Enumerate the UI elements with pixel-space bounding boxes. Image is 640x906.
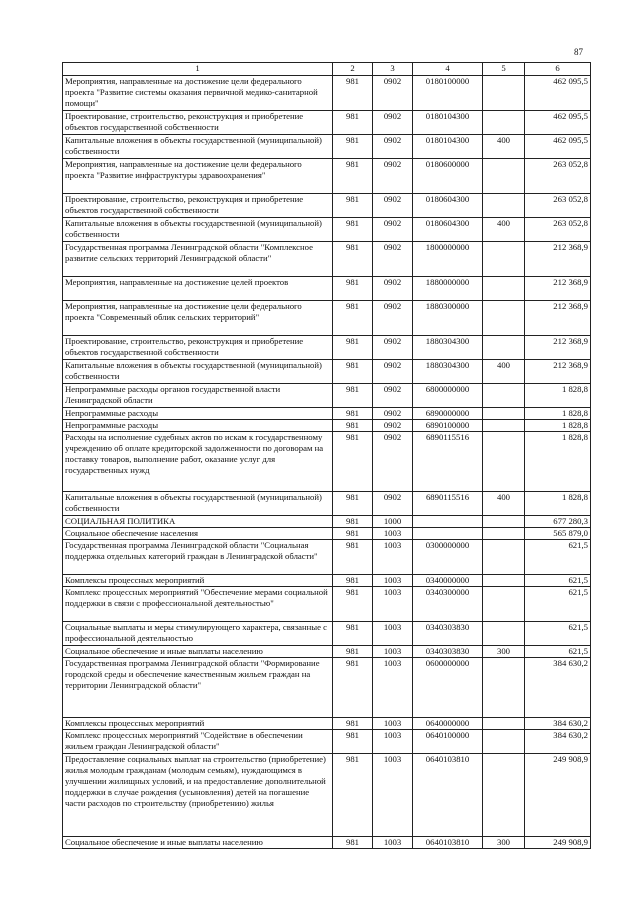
row-target-code: 0180604300: [413, 194, 483, 218]
table-row: [63, 277, 591, 301]
row-target-code: 6890115516: [413, 492, 483, 516]
row-name: СОЦИАЛЬНАЯ ПОЛИТИКА: [63, 516, 333, 528]
row-admin-code: 981: [333, 111, 373, 135]
budget-table: [62, 62, 591, 849]
row-expense-type: [483, 575, 525, 587]
row-amount: 212 368,9: [525, 277, 591, 301]
row-section-code: 0902: [373, 301, 413, 336]
row-expense-type: [483, 432, 525, 492]
row-section-code: 0902: [373, 194, 413, 218]
row-section-code: 1003: [373, 837, 413, 849]
row-expense-type: [483, 587, 525, 622]
row-amount: 1 828,8: [525, 420, 591, 432]
row-name: Капитальные вложения в объекты государственной (муниципальной) собственности: [63, 135, 333, 159]
row-section-code: 0902: [373, 384, 413, 408]
row-section-code: 1003: [373, 658, 413, 718]
row-name: Комплексы процессных мероприятий: [63, 575, 333, 587]
row-amount: 565 879,0: [525, 528, 591, 540]
row-admin-code: 981: [333, 408, 373, 420]
row-expense-type: [483, 194, 525, 218]
row-name: Капитальные вложения в объекты государственной (муниципальной) собственности: [63, 492, 333, 516]
row-name: Мероприятия, направленные на достижение цели федерального проекта "Современный облик сельских территорий": [63, 301, 333, 336]
row-admin-code: 981: [333, 658, 373, 718]
row-target-code: 0640103810: [413, 754, 483, 837]
row-admin-code: 981: [333, 336, 373, 360]
row-admin-code: 981: [333, 730, 373, 754]
row-amount: 621,5: [525, 575, 591, 587]
row-target-code: 0180604300: [413, 218, 483, 242]
row-admin-code: 981: [333, 218, 373, 242]
table-row: [63, 336, 591, 360]
row-section-code: 1000: [373, 516, 413, 528]
column-header: 2: [333, 63, 373, 76]
row-amount: 249 908,9: [525, 754, 591, 837]
row-target-code: 1880000000: [413, 277, 483, 301]
table-row: [63, 384, 591, 408]
table-row: [63, 111, 591, 135]
table-row: [63, 540, 591, 575]
table-row: [63, 622, 591, 646]
column-header: 6: [525, 63, 591, 76]
row-amount: 212 368,9: [525, 360, 591, 384]
row-name: Капитальные вложения в объекты государственной (муниципальной) собственности: [63, 360, 333, 384]
row-admin-code: 981: [333, 718, 373, 730]
page-number: 87: [574, 47, 583, 57]
row-amount: 263 052,8: [525, 194, 591, 218]
header-row: [63, 63, 591, 76]
row-section-code: 1003: [373, 540, 413, 575]
row-target-code: 6890000000: [413, 408, 483, 420]
row-target-code: 0640100000: [413, 730, 483, 754]
row-expense-type: [483, 384, 525, 408]
table-row: [63, 516, 591, 528]
row-section-code: 0902: [373, 336, 413, 360]
row-admin-code: 981: [333, 587, 373, 622]
row-expense-type: 300: [483, 837, 525, 849]
row-admin-code: 981: [333, 528, 373, 540]
table-row: [63, 408, 591, 420]
row-amount: 1 828,8: [525, 492, 591, 516]
row-expense-type: [483, 408, 525, 420]
row-expense-type: [483, 242, 525, 277]
row-amount: 263 052,8: [525, 218, 591, 242]
table-row: [63, 159, 591, 194]
row-admin-code: 981: [333, 76, 373, 111]
row-admin-code: 981: [333, 242, 373, 277]
row-admin-code: 981: [333, 754, 373, 837]
table-row: [63, 360, 591, 384]
row-target-code: 6800000000: [413, 384, 483, 408]
row-section-code: 0902: [373, 111, 413, 135]
row-target-code: 1880304300: [413, 336, 483, 360]
row-expense-type: [483, 516, 525, 528]
table-row: [63, 194, 591, 218]
row-admin-code: 981: [333, 194, 373, 218]
row-section-code: 0902: [373, 277, 413, 301]
row-admin-code: 981: [333, 516, 373, 528]
row-target-code: 0640103810: [413, 837, 483, 849]
row-expense-type: [483, 336, 525, 360]
row-target-code: 1880300000: [413, 301, 483, 336]
table-row: [63, 754, 591, 837]
row-expense-type: 400: [483, 218, 525, 242]
row-section-code: 1003: [373, 646, 413, 658]
row-expense-type: [483, 754, 525, 837]
row-amount: 1 828,8: [525, 432, 591, 492]
table-row: [63, 420, 591, 432]
row-admin-code: 981: [333, 575, 373, 587]
row-amount: 621,5: [525, 646, 591, 658]
row-admin-code: 981: [333, 420, 373, 432]
row-amount: 212 368,9: [525, 336, 591, 360]
row-admin-code: 981: [333, 301, 373, 336]
row-section-code: 1003: [373, 528, 413, 540]
row-section-code: 0902: [373, 420, 413, 432]
row-expense-type: 300: [483, 646, 525, 658]
column-header: 3: [373, 63, 413, 76]
row-target-code: 6890115516: [413, 432, 483, 492]
table-row: [63, 135, 591, 159]
row-expense-type: 400: [483, 360, 525, 384]
row-name: Проектирование, строительство, реконструкция и приобретение объектов государственной собственности: [63, 336, 333, 360]
row-amount: 621,5: [525, 622, 591, 646]
row-target-code: 0640000000: [413, 718, 483, 730]
row-name: Комплексы процессных мероприятий: [63, 718, 333, 730]
row-admin-code: 981: [333, 360, 373, 384]
row-expense-type: [483, 111, 525, 135]
row-admin-code: 981: [333, 432, 373, 492]
row-amount: 677 280,3: [525, 516, 591, 528]
row-amount: 384 630,2: [525, 730, 591, 754]
row-name: Социальное обеспечение и иные выплаты населению: [63, 646, 333, 658]
row-name: Проектирование, строительство, реконструкция и приобретение объектов государственной собственности: [63, 194, 333, 218]
row-target-code: 0600000000: [413, 658, 483, 718]
row-target-code: 0300000000: [413, 540, 483, 575]
column-header: 1: [63, 63, 333, 76]
table-row: [63, 718, 591, 730]
row-name: Непрограммные расходы: [63, 408, 333, 420]
row-expense-type: [483, 658, 525, 718]
row-name: Предоставление социальных выплат на строительство (приобретение) жилья молодым гражданам (молодым семьям), нуждающимся в улучшении жилищных условий, и на предоставление дополнительной поддержки в случае рождения (усыновления) детей на погашение части расходов по строительству (приобретению) жилья: [63, 754, 333, 837]
row-target-code: 0180100000: [413, 76, 483, 111]
row-admin-code: 981: [333, 384, 373, 408]
table-row: [63, 76, 591, 111]
row-section-code: 1003: [373, 622, 413, 646]
row-name: Капитальные вложения в объекты государственной (муниципальной) собственности: [63, 218, 333, 242]
table-row: [63, 492, 591, 516]
row-amount: 249 908,9: [525, 837, 591, 849]
row-name: Расходы на исполнение судебных актов по искам к государственному учреждению об оплате кредиторской задолженности по договорам на поставку товаров, выполнение работ, оказание услуг для государственных нужд: [63, 432, 333, 492]
table-row: [63, 218, 591, 242]
table-row: [63, 528, 591, 540]
row-section-code: 1003: [373, 754, 413, 837]
row-admin-code: 981: [333, 622, 373, 646]
row-expense-type: 400: [483, 135, 525, 159]
row-target-code: 1880304300: [413, 360, 483, 384]
row-section-code: 0902: [373, 76, 413, 111]
row-target-code: 6890100000: [413, 420, 483, 432]
row-target-code: 0340303830: [413, 646, 483, 658]
row-name: Проектирование, строительство, реконструкция и приобретение объектов государственной собственности: [63, 111, 333, 135]
row-name: Социальное обеспечение населения: [63, 528, 333, 540]
table-row: [63, 587, 591, 622]
row-amount: 1 828,8: [525, 384, 591, 408]
row-amount: 462 095,5: [525, 135, 591, 159]
row-section-code: 0902: [373, 408, 413, 420]
row-section-code: 0902: [373, 218, 413, 242]
row-amount: 212 368,9: [525, 301, 591, 336]
row-amount: 1 828,8: [525, 408, 591, 420]
row-name: Мероприятия, направленные на достижение цели федерального проекта "Развитие инфраструктуры здравоохранения": [63, 159, 333, 194]
row-target-code: 0340303830: [413, 622, 483, 646]
row-section-code: 0902: [373, 135, 413, 159]
row-amount: 462 095,5: [525, 76, 591, 111]
row-name: Государственная программа Ленинградской области "Социальная поддержка отдельных категорий граждан в Ленинградской области": [63, 540, 333, 575]
row-target-code: 0180104300: [413, 111, 483, 135]
row-target-code: 0180104300: [413, 135, 483, 159]
row-target-code: 0340000000: [413, 575, 483, 587]
row-expense-type: [483, 718, 525, 730]
row-expense-type: [483, 540, 525, 575]
table-row: [63, 301, 591, 336]
row-amount: 384 630,2: [525, 718, 591, 730]
table-row: [63, 575, 591, 587]
row-section-code: 1003: [373, 718, 413, 730]
row-expense-type: [483, 76, 525, 111]
row-name: Мероприятия, направленные на достижение целей проектов: [63, 277, 333, 301]
row-admin-code: 981: [333, 159, 373, 194]
row-section-code: 0902: [373, 159, 413, 194]
row-target-code: [413, 516, 483, 528]
row-name: Государственная программа Ленинградской области "Комплексное развитие сельских территорий Ленинградской области": [63, 242, 333, 277]
row-expense-type: [483, 528, 525, 540]
row-section-code: 1003: [373, 587, 413, 622]
table-row: [63, 837, 591, 849]
row-name: Социальное обеспечение и иные выплаты населению: [63, 837, 333, 849]
row-expense-type: 400: [483, 492, 525, 516]
table-row: [63, 432, 591, 492]
row-name: Комплекс процессных мероприятий "Содействие в обеспечении жильем граждан Ленинградской области": [63, 730, 333, 754]
table-body: [63, 76, 591, 849]
row-admin-code: 981: [333, 135, 373, 159]
row-expense-type: [483, 730, 525, 754]
row-amount: 621,5: [525, 587, 591, 622]
row-name: Непрограммные расходы: [63, 420, 333, 432]
row-amount: 462 095,5: [525, 111, 591, 135]
row-expense-type: [483, 622, 525, 646]
row-admin-code: 981: [333, 837, 373, 849]
table-row: [63, 730, 591, 754]
row-expense-type: [483, 159, 525, 194]
row-name: Социальные выплаты и меры стимулирующего характера, связанные с профессиональной деятельностью: [63, 622, 333, 646]
row-admin-code: 981: [333, 277, 373, 301]
row-target-code: 0180600000: [413, 159, 483, 194]
row-target-code: 1800000000: [413, 242, 483, 277]
row-expense-type: [483, 277, 525, 301]
row-expense-type: [483, 420, 525, 432]
row-section-code: 0902: [373, 492, 413, 516]
row-target-code: 0340300000: [413, 587, 483, 622]
row-section-code: 1003: [373, 730, 413, 754]
row-section-code: 0902: [373, 432, 413, 492]
row-name: Непрограммные расходы органов государственной власти Ленинградской области: [63, 384, 333, 408]
table-row: [63, 646, 591, 658]
row-name: Мероприятия, направленные на достижение цели федерального проекта "Развитие системы оказания первичной медико-санитарной помощи": [63, 76, 333, 111]
row-amount: 212 368,9: [525, 242, 591, 277]
row-admin-code: 981: [333, 540, 373, 575]
column-header: 4: [413, 63, 483, 76]
row-expense-type: [483, 301, 525, 336]
row-section-code: 1003: [373, 575, 413, 587]
table-row: [63, 242, 591, 277]
row-admin-code: 981: [333, 646, 373, 658]
row-name: Государственная программа Ленинградской области "Формирование городской среды и обеспечение качественным жильем граждан на территории Ленинградской области": [63, 658, 333, 718]
row-admin-code: 981: [333, 492, 373, 516]
row-amount: 263 052,8: [525, 159, 591, 194]
table-row: [63, 658, 591, 718]
column-header: 5: [483, 63, 525, 76]
row-amount: 621,5: [525, 540, 591, 575]
row-section-code: 0902: [373, 242, 413, 277]
row-target-code: [413, 528, 483, 540]
row-amount: 384 630,2: [525, 658, 591, 718]
row-name: Комплекс процессных мероприятий "Обеспечение мерами социальной поддержки в связи с профессиональной деятельностью": [63, 587, 333, 622]
row-section-code: 0902: [373, 360, 413, 384]
